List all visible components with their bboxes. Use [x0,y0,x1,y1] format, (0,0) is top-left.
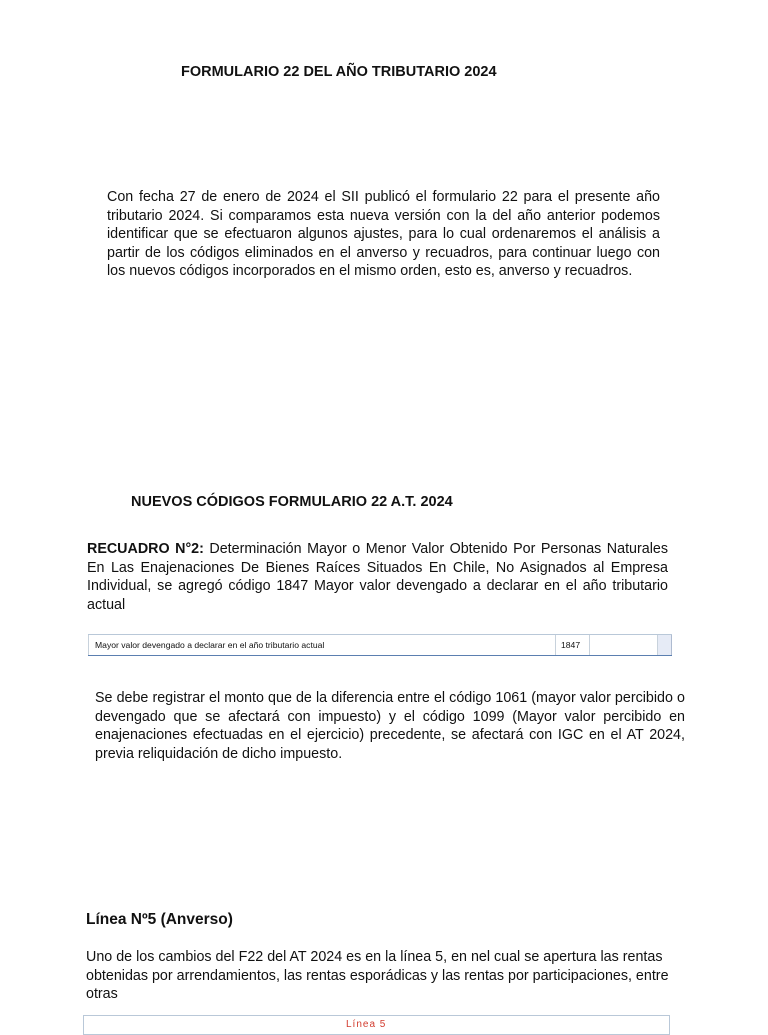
page-title: FORMULARIO 22 DEL AÑO TRIBUTARIO 2024 [181,64,497,80]
linea5-title: Línea Nº5 (Anverso) [86,911,233,928]
code-1847-row [88,634,672,656]
code-row-description: Mayor valor devengado a declarar en el año tributario actual [88,635,556,655]
linea5-paragraph: Uno de los cambios del F22 del AT 2024 es en la línea 5, en nel cual se apertura las rentas obtenidas por arrendamientos, las rentas esporádicas y las rentas por participaciones, entre otras [86,949,669,1002]
code-row-end-cell [658,635,672,655]
code-row-value [590,635,658,655]
intro-paragraph: Con fecha 27 de enero de 2024 el SII publicó el formulario 22 para el presente año tributario 2024. Si comparamos esta nueva versión con la del año anterior podemos identificar que se efectuaron algunos ajustes, para lo cual ordenaremos el análisis a partir de los códigos eliminados en el anverso y recuadros, para continuar luego con los nuevos códigos incorporados en el mismo orden, esto es, anverso y recuadros. [107,189,660,279]
recuadro-label: RECUADRO N°2: [87,541,204,557]
code-row-number: 1847 [556,635,590,655]
recuadro-text: Determinación Mayor o Menor Valor Obtenido Por Personas Naturales En Las Enajenaciones De Bienes Raíces Situados En Chile, No Asignados al Empresa Individual, se agregó código 1847 Mayor valor devengado a declarar en el año tributario actual [87,541,668,613]
explanation-paragraph: Se debe registrar el monto que de la diferencia entre el código 1061 (mayor valor percibido o devengado que se afectará con impuesto) y el código 1099 (Mayor valor percibido en enajenaciones efectuadas en el ejercicio) precedente, se afectará con IGC en el AT 2024, previa reliquidación de dicho impuesto. [95,690,685,762]
linea5-table-preview [83,1015,670,1035]
recuadro-paragraph [87,540,668,614]
section-title: NUEVOS CÓDIGOS FORMULARIO 22 A.T. 2024 [131,494,453,510]
linea5-table-label: Línea 5 [346,1019,387,1030]
